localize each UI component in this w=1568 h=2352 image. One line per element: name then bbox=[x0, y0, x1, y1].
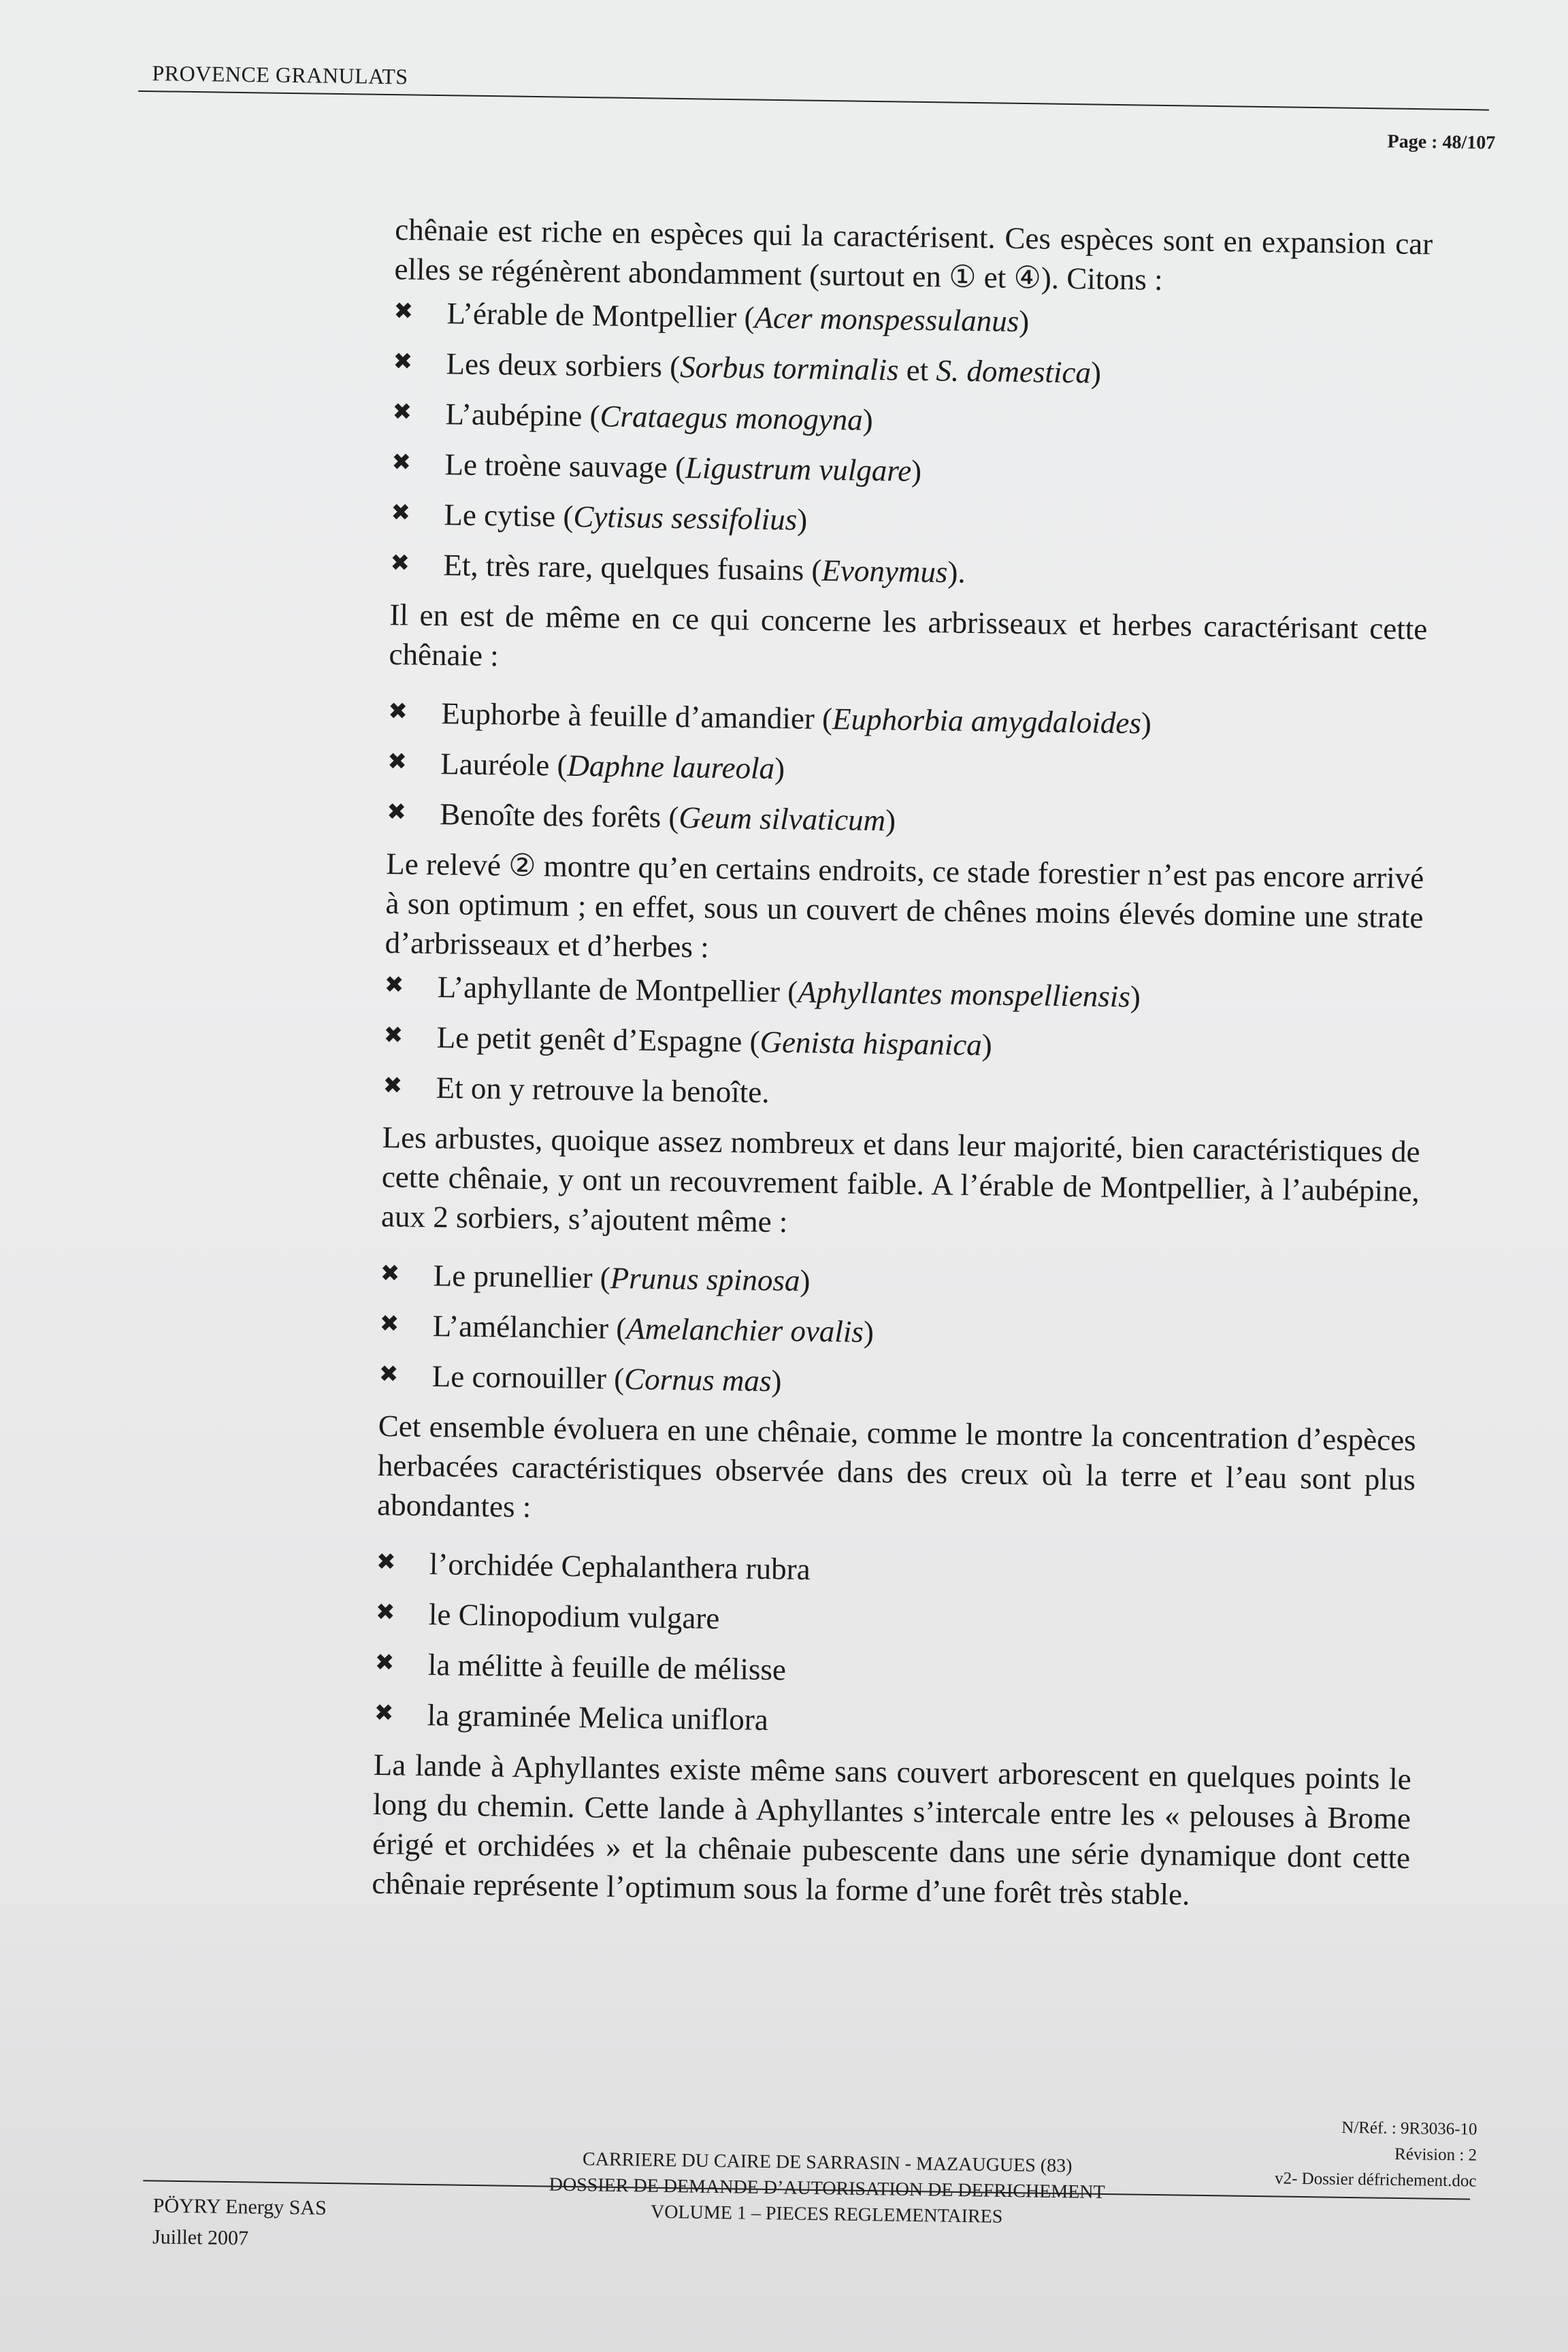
species-latin-name: Daphne laureola bbox=[567, 748, 775, 785]
list-item-text: et bbox=[898, 353, 936, 388]
list-item-text: ) bbox=[774, 751, 785, 786]
list-item-text: ) bbox=[1090, 355, 1102, 390]
bullet-cross-icon: ✖ bbox=[374, 1648, 395, 1677]
list-item-text: ) bbox=[796, 502, 808, 537]
footer-reference-block bbox=[1275, 2114, 1477, 2194]
paragraph-1: chênaie est riche en espèces qui la caractérisent. Ces espèces sont en expansion car elles se régénèrent abondamment (surtout en ① et ④). Citons : bbox=[394, 212, 1433, 297]
bullet-cross-icon: ✖ bbox=[391, 499, 411, 527]
paragraph-2: Il en est de même en ce qui concerne les arbrisseaux et herbes caractérisant cette chênaie : bbox=[389, 598, 1428, 673]
bullet-cross-icon: ✖ bbox=[383, 1022, 404, 1049]
shrub-herb-list bbox=[387, 693, 1426, 847]
species-latin-name: Aphyllantes monspelliensis bbox=[797, 975, 1131, 1014]
species-latin-name: Prunus spinosa bbox=[610, 1260, 800, 1298]
list-item bbox=[383, 1017, 1422, 1071]
species-latin-name: Crataegus monogyna bbox=[600, 399, 864, 437]
list-item bbox=[387, 794, 1425, 847]
species-latin-name: Acer monspessulanus bbox=[754, 300, 1019, 338]
bullet-cross-icon: ✖ bbox=[393, 348, 413, 376]
list-item-text: Et, très rare, quelques fusains ( bbox=[443, 548, 822, 587]
list-item bbox=[391, 444, 1430, 497]
list-item-text: ) bbox=[1018, 304, 1030, 339]
footer-project-block bbox=[500, 2146, 1154, 2232]
species-latin-name: Ligustrum vulgare bbox=[685, 451, 912, 488]
bullet-cross-icon: ✖ bbox=[387, 798, 407, 826]
bullet-cross-icon: ✖ bbox=[382, 1072, 403, 1100]
list-item-text: Le cytise ( bbox=[444, 497, 574, 534]
herbaceous-species-list bbox=[374, 1544, 1414, 1748]
footer-volume-title: VOLUME 1 – PIECES REGLEMENTAIRES bbox=[650, 2201, 1003, 2227]
list-item-text: ). bbox=[947, 555, 966, 589]
list-item-text: ) bbox=[1141, 706, 1152, 740]
paragraph-6: La lande à Aphyllantes existe même sans couvert arborescent en quelques points le long du chemin. Cette lande à Aphyllantes s’intercale entre les « pelouses à Brome érigé et orchidées » et la chênaie pubescente dans une série dynamique dont cette chênaie représente l’optimum sous la forme d’une forêt très stable. bbox=[372, 1747, 1412, 1912]
footer-author-block bbox=[152, 2190, 327, 2255]
list-item bbox=[391, 494, 1429, 548]
list-item bbox=[382, 1067, 1421, 1121]
list-item bbox=[374, 1695, 1412, 1748]
list-item-text: Lauréole ( bbox=[440, 747, 568, 783]
list-item-text: Le petit genêt d’Espagne ( bbox=[436, 1020, 760, 1059]
list-item-text: ) bbox=[800, 1263, 811, 1298]
bullet-cross-icon: ✖ bbox=[390, 549, 410, 577]
list-item-text: L’érable de Montpellier ( bbox=[446, 296, 755, 335]
document-body bbox=[372, 210, 1433, 1917]
species-latin-name: Sorbus torminalis bbox=[679, 350, 899, 387]
list-item bbox=[379, 1305, 1418, 1359]
list-item-text: Les deux sorbiers ( bbox=[446, 346, 681, 385]
bullet-cross-icon: ✖ bbox=[374, 1699, 394, 1727]
list-item bbox=[392, 393, 1431, 447]
species-latin-name: S. domestica bbox=[936, 353, 1092, 390]
species-latin-name: Cytisus sessifolius bbox=[573, 499, 798, 537]
bullet-cross-icon: ✖ bbox=[392, 398, 412, 426]
page-number: Page : 48/107 bbox=[1387, 131, 1496, 154]
bullet-cross-icon: ✖ bbox=[393, 297, 414, 325]
footer-date: Juillet 2007 bbox=[152, 2225, 249, 2250]
bullet-cross-icon: ✖ bbox=[378, 1360, 399, 1388]
list-item-text: ) bbox=[771, 1364, 782, 1399]
bullet-cross-icon: ✖ bbox=[379, 1309, 399, 1338]
additional-shrub-list bbox=[378, 1255, 1418, 1409]
list-item-text: L’aphyllante de Montpellier ( bbox=[437, 970, 798, 1009]
list-item-text: ) bbox=[885, 803, 896, 838]
header-rule bbox=[138, 91, 1489, 111]
list-item-text: Et on y retrouve la benoîte. bbox=[436, 1071, 770, 1109]
species-latin-name: Amelanchier ovalis bbox=[625, 1311, 864, 1349]
list-item-text: Le prunellier ( bbox=[433, 1258, 611, 1295]
list-item-text: ) bbox=[981, 1028, 993, 1062]
list-item-text: ) bbox=[1130, 979, 1141, 1014]
footer-author: PÖYRY Energy SAS bbox=[152, 2194, 327, 2220]
footer-revision: Révision : 2 bbox=[1394, 2144, 1477, 2165]
understory-list bbox=[382, 966, 1422, 1121]
list-item-text: ) bbox=[863, 1314, 875, 1350]
list-item bbox=[376, 1594, 1414, 1648]
bullet-cross-icon: ✖ bbox=[387, 748, 408, 776]
list-item bbox=[390, 544, 1428, 598]
bullet-cross-icon: ✖ bbox=[391, 448, 412, 476]
list-item-text: la mélitte à feuille de mélisse bbox=[427, 1648, 787, 1687]
list-item bbox=[378, 1356, 1417, 1409]
bullet-cross-icon: ✖ bbox=[376, 1548, 396, 1576]
species-latin-name: Geum silvaticum bbox=[679, 800, 886, 838]
bullet-cross-icon: ✖ bbox=[384, 971, 404, 999]
paragraph-3: Le relevé ② montre qu’en certains endroits, ce stade forestier n’est pas encore arrivé à son optimum ; en effet, sous un couvert de chênes moins élevés domine une strate d’arbrisseaux et d’herbes : bbox=[385, 847, 1424, 964]
species-latin-name: Euphorbia amygdaloides bbox=[832, 702, 1142, 740]
list-item-text: la graminée Melica uniflora bbox=[427, 1698, 769, 1737]
list-item bbox=[387, 743, 1426, 797]
footer-reference: N/Réf. : 9R3036-10 bbox=[1341, 2118, 1477, 2139]
list-item-text: le Clinopodium vulgare bbox=[428, 1597, 720, 1635]
paragraph-4: Les arbustes, quoique assez nombreux et dans leur majorité, bien caractéristiques de cette chênaie, y ont un recouvrement faible. A l’érable de Montpellier, à l’aubépine, aux 2 sorbiers, s’ajoutent même : bbox=[380, 1120, 1420, 1239]
species-latin-name: Cornus mas bbox=[623, 1362, 772, 1399]
list-item-text: l’orchidée Cephalanthera rubra bbox=[429, 1547, 811, 1586]
list-item-text: Le cornouiller ( bbox=[431, 1359, 625, 1396]
list-item-text: ) bbox=[862, 402, 874, 437]
paragraph-5: Cet ensemble évoluera en une chênaie, comme le montre la concentration d’espèces herbacées caractéristiques observée dans des creux où la terre et l’eau sont plus abondantes : bbox=[376, 1408, 1417, 1524]
tree-species-list bbox=[390, 293, 1432, 598]
list-item-text: Le troène sauvage ( bbox=[444, 447, 686, 485]
list-item bbox=[375, 1644, 1414, 1698]
header-company: PROVENCE GRANULATS bbox=[152, 61, 408, 89]
footer-filename: v2- Dossier défrichement.doc bbox=[1274, 2169, 1477, 2191]
list-item-text: L’amélanchier ( bbox=[432, 1309, 627, 1346]
footer-project-title: CARRIERE DU CAIRE DE SARRASIN - MAZAUGUES (83) bbox=[582, 2149, 1073, 2177]
list-item-text: Euphorbe à feuille d’amandier ( bbox=[441, 696, 833, 736]
species-latin-name: Evonymus bbox=[821, 553, 948, 589]
bullet-cross-icon: ✖ bbox=[380, 1259, 400, 1288]
list-item-text: Benoîte des forêts ( bbox=[440, 797, 679, 835]
list-item-text: L’aubépine ( bbox=[445, 397, 600, 434]
footer-dossier-title: DOSSIER DE DEMANDE D’AUTORISATION DE DEFRICHEMENT bbox=[549, 2174, 1105, 2203]
bullet-cross-icon: ✖ bbox=[388, 698, 408, 725]
list-item-text: ) bbox=[911, 453, 922, 488]
bullet-cross-icon: ✖ bbox=[375, 1598, 395, 1627]
list-item bbox=[393, 343, 1431, 397]
species-latin-name: Genista hispanica bbox=[760, 1024, 983, 1062]
